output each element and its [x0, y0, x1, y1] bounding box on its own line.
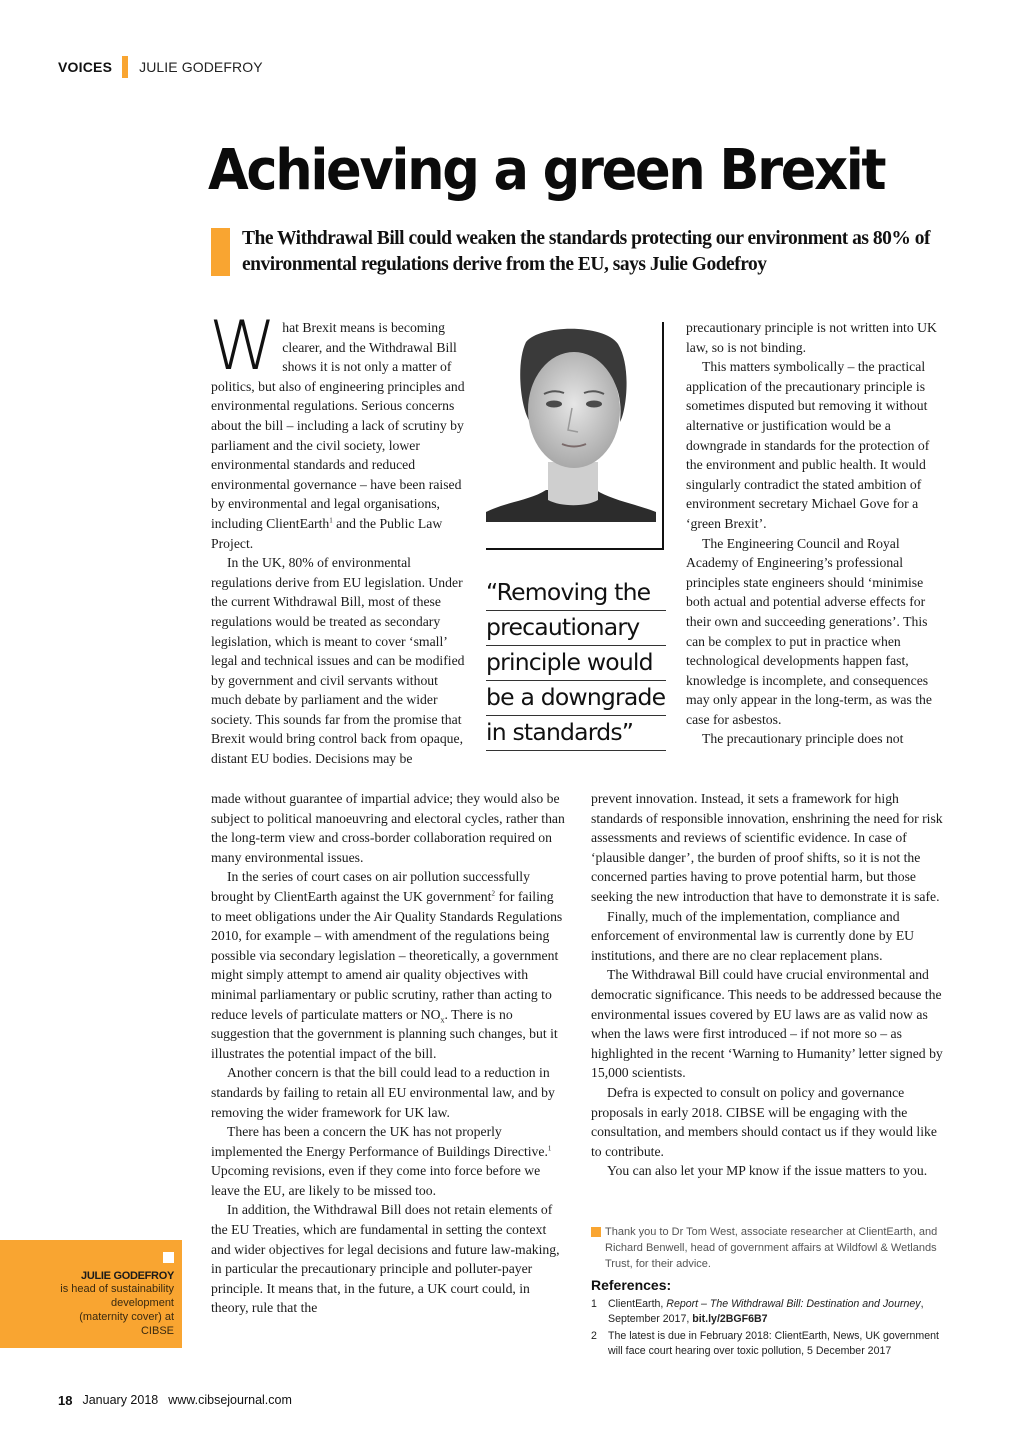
portrait-image: [486, 322, 656, 522]
section-label: VOICES: [58, 59, 113, 75]
paragraph-2b: made without guarantee of impartial advice; they would also be subject to political manoeuvring and electoral cycles, rather than the long-term view and cross-border collaboration required on many environmental issues.: [211, 791, 565, 865]
pull-quote-line: in standards”: [486, 716, 666, 751]
author-portrait: [486, 322, 664, 550]
column-3-wide: [591, 789, 943, 1181]
acknowledgement: [591, 1224, 951, 1272]
accent-bar: [122, 56, 128, 78]
page-number: 18: [58, 1393, 73, 1408]
bio-line: (maternity cover) at: [79, 1311, 174, 1323]
standfirst-author: Julie Godefroy: [649, 254, 767, 275]
issue-date: January 2018: [82, 1393, 159, 1407]
paragraph-4: Another concern is that the bill could lead to a reduction in standards by failing to retain all EU environmental law, and by removing the wider framework for UK law.: [211, 1065, 555, 1120]
reference-item: 2 The latest is due in February 2018: ClientEarth, News, UK government will face court hearing over toxic pollution, 5 December 2017: [591, 1330, 939, 1357]
column-1-wide: [211, 789, 566, 1318]
paragraph-8: The Engineering Council and Royal Academy of Engineering’s professional principles state engineers should ‘minimise both actual and potential adverse effects for their own and succeeding generations’. This can be complex to put in practice when technological developments happen fast, knowledge is incomplete, and consequences may only appear in the long-term, as was the case for asbestos.: [686, 535, 932, 727]
face-shape: [528, 352, 620, 468]
paragraph-3: In the series of court cases on air pollution successfully brought by ClientEarth against the UK government$^2$ for failing to meet obligations under the Air Quality Standards Regulations 2010, for example – with amendment of the regulations being possible via secondary legislation – theoretically, a government might simply attempt to amend air quality objectives with minimal parliamentary or public scrutiny, rather than acting to reduce levels of particulate matters or $NO_x$. There is no suggestion that the government is planning such changes, but it illustrates the potential impact of the bill.: [211, 869, 563, 1061]
standfirst: [211, 226, 951, 278]
left-eye: [546, 401, 562, 408]
reference-link[interactable]: bit.ly/2BGF6B7: [692, 1313, 768, 1325]
paragraph-13: You can also let your MP know if the issue matters to you.: [607, 1163, 928, 1179]
references-heading: References:: [591, 1277, 672, 1293]
right-eye: [586, 401, 602, 408]
acknowledgement-text: Thank you to Dr Tom West, associate researcher at ClientEarth, and Richard Benwell, head of government affairs at Wildfowl & Wetlands Trust, for their advice.: [605, 1226, 938, 1270]
bio-line: CIBSE: [140, 1325, 174, 1337]
drop-cap: W: [209, 307, 277, 386]
standfirst-text: The Withdrawal Bill could weaken the standards protecting our environment as 80% of environmental regulations derive from the EU, says Julie Godefroy: [242, 228, 931, 275]
references: [591, 1277, 951, 1361]
pull-quote: [486, 576, 666, 751]
pull-quote-line: “Removing the: [486, 576, 666, 611]
pull-quote-line: precautionary: [486, 611, 666, 646]
bio-line: is head of sustainability: [60, 1283, 174, 1295]
page-footer: [58, 1393, 292, 1408]
column-3: [686, 318, 942, 749]
header-author: JULIE GODEFROY: [139, 59, 263, 75]
website-link[interactable]: www.cibsejournal.com: [168, 1393, 292, 1407]
section-header: [58, 56, 263, 78]
paragraph-12: Defra is expected to consult on policy and governance proposals in early 2018. CIBSE will be engaging with the consultation, and members should contact us if they would like to contribute.: [591, 1084, 937, 1159]
paragraph-6-continued: precautionary principle is not written into UK law, so is not binding.: [686, 320, 937, 355]
standfirst-accent-bar: [211, 228, 230, 276]
square-bullet-icon: [591, 1227, 601, 1237]
reference-item: 1 ClientEarth, Report – The Withdrawal Bill: Destination and Journey, September 2017, bit.ly/2BGF6B7: [591, 1298, 924, 1325]
paragraph-5: There has been a concern the UK has not properly implemented the Energy Performance of Buildings Directive.$^1$ Upcoming revisions, even if they come into force before we leave the EU, are likely to be missed too.: [211, 1124, 552, 1198]
bio-line: development: [111, 1297, 174, 1309]
paragraph-9a: The precautionary principle does not: [702, 731, 904, 747]
bio-name: JULIE GODEFROY: [81, 1270, 174, 1282]
paragraph-9b: prevent innovation. Instead, it sets a framework for high standards of responsible innovation, enshrining the need for risk assessments and reviews of scientific evidence. In case of ‘plausible danger’, the burden of proof shifts, so it is not the concerned parties having to prove potential harm, but those seeking the new introduction that have to demonstrate it is safe.: [591, 791, 943, 904]
neck-shape: [548, 462, 598, 505]
author-bio-box: [0, 1240, 182, 1348]
column-1: [209, 307, 471, 769]
pull-quote-line: principle would: [486, 646, 666, 681]
paragraph-11: The Withdrawal Bill could have crucial environmental and democratic significance. This needs to be addressed because the environmental issues covered by EU laws are as valid now as when the laws were first introduced – if not more so – as highlighted in the recent ‘Warning to Humanity’ letter signed by 15,000 scientists.: [591, 967, 943, 1081]
paragraph-6: In addition, the Withdrawal Bill does not retain elements of the EU Treaties, which are fundamental in setting the context and wider objectives for legal decisions and future law-making, in particular the precautionary principle and polluter-payer principle. It means that, in the future, a UK court could, in theory, rule that the: [211, 1202, 560, 1316]
paragraph-2a: In the UK, 80% of environmental regulations derive from EU legislation. Under the current Withdrawal Bill, most of these regulations would be treated as secondary legislation, which is meant to cover ‘small’ legal and technical issues and can be modified by government and civil servants without much debate by parliament and the wider society. This sounds far from the promise that Brexit would bring control back from opaque, distant EU bodies. Decisions may be: [211, 555, 465, 767]
paragraph-1: What Brexit means is becoming clearer, and the Withdrawal Bill shows it is not only a matter of politics, but also of engineering principles and environmental regulations. Serious concerns about the bill – including a lack of scrutiny by parliament and the civil society, lower environmental standards and reduced environmental governance – have been raised by environmental and legal organisations, including ClientEarth$^1$ and the Public Law Project.: [209, 307, 465, 551]
square-icon: [163, 1252, 174, 1263]
paragraph-10: Finally, much of the implementation, compliance and enforcement of environmental law is currently done by EU institutions, and there are no clear replacement plans.: [591, 908, 915, 963]
pull-quote-line: be a downgrade: [486, 681, 666, 716]
paragraph-7: This matters symbolically – the practical application of the precautionary principle is sometimes disputed but removing it without alternative or justification would be a downgrade in standards for the protection of the environment and public health. It would singularly contradict the stated ambition of environment secretary Michael Gove for a ‘green Brexit’.: [686, 359, 930, 531]
article-title: Achieving a green Brexit: [208, 138, 885, 203]
